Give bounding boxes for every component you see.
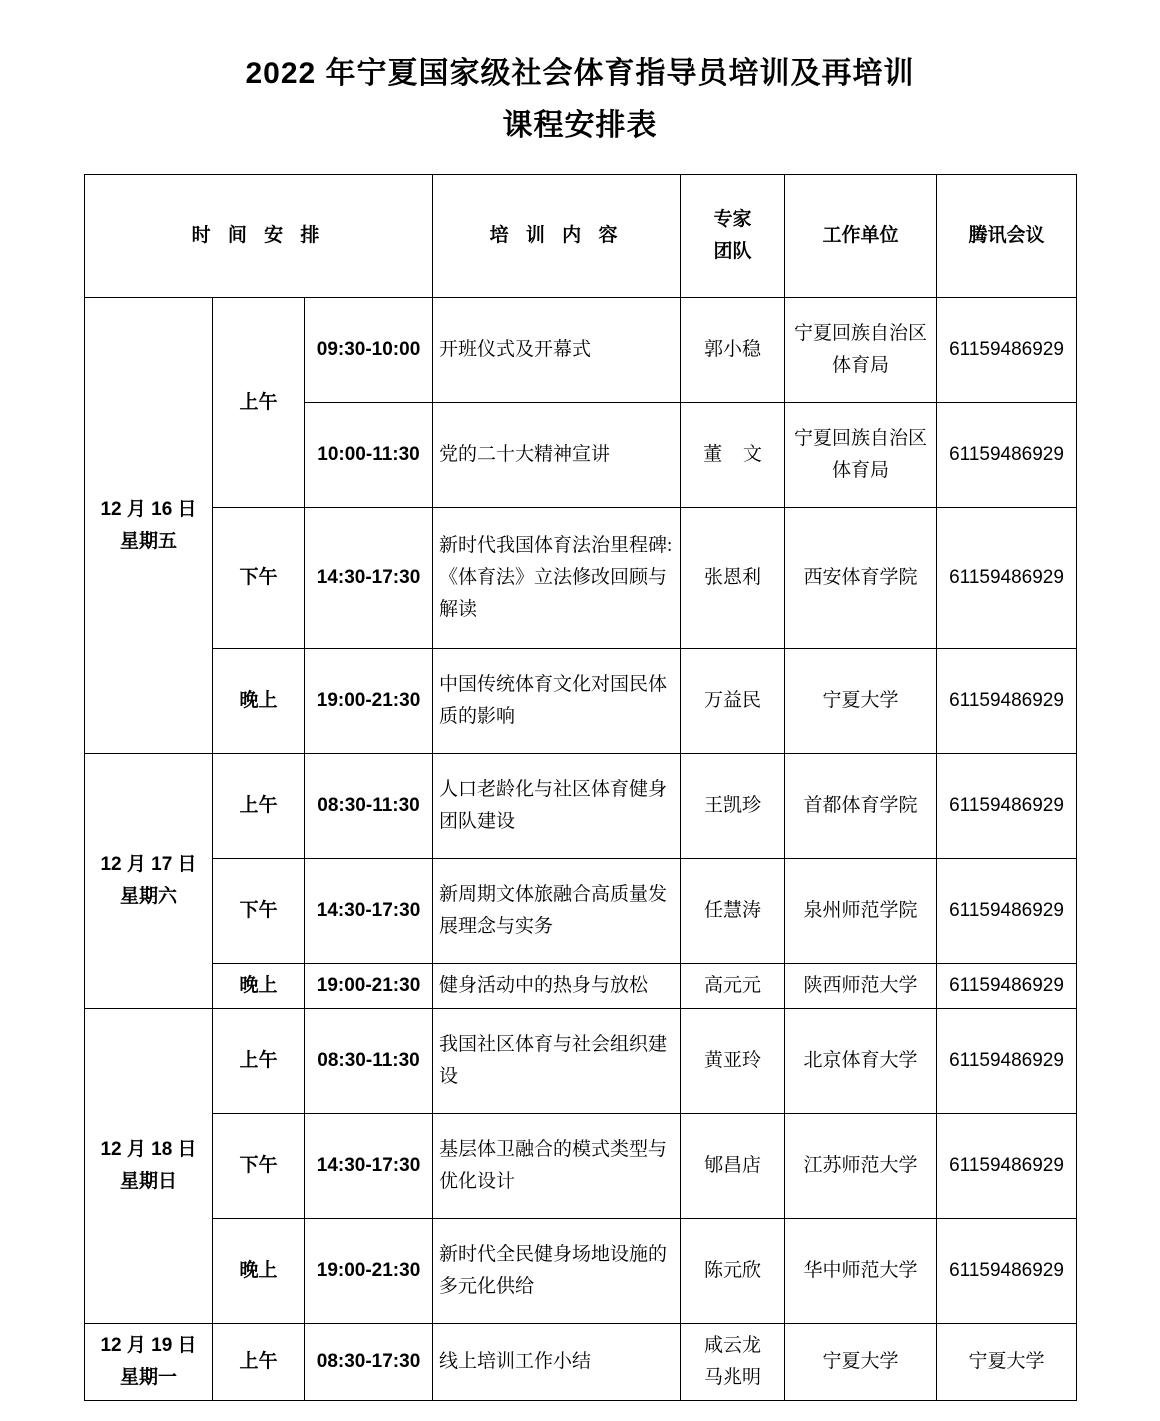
part-cell: 下午 bbox=[213, 1114, 305, 1219]
organization-cell: 陕西师范大学 bbox=[785, 964, 937, 1009]
meeting-id-cell: 61159486929 bbox=[937, 754, 1077, 859]
date-cell bbox=[85, 1324, 213, 1401]
part-cell: 上午 bbox=[213, 1324, 305, 1401]
time-cell: 09:30-10:00 bbox=[305, 298, 433, 403]
time-cell: 10:00-11:30 bbox=[305, 403, 433, 508]
meeting-id-cell: 宁夏大学 bbox=[937, 1324, 1077, 1401]
expert-line-2: 马兆明 bbox=[704, 1367, 762, 1388]
table-row bbox=[85, 1219, 1077, 1324]
meeting-id-cell: 61159486929 bbox=[937, 508, 1077, 649]
table-row bbox=[85, 1009, 1077, 1114]
time-cell: 19:00-21:30 bbox=[305, 1219, 433, 1324]
date-line-2: 星期日 bbox=[119, 1171, 177, 1192]
time-cell: 14:30-17:30 bbox=[305, 1114, 433, 1219]
organization-cell: 宁夏大学 bbox=[785, 1324, 937, 1401]
organization-cell: 北京体育大学 bbox=[785, 1009, 937, 1114]
content-cell: 中国传统体育文化对国民体质的影响 bbox=[433, 649, 681, 754]
page-title bbox=[84, 48, 1076, 152]
header-time: 时 间 安 排 bbox=[85, 175, 433, 298]
date-line-2: 星期六 bbox=[119, 886, 177, 907]
date-line-2: 星期一 bbox=[119, 1367, 177, 1388]
date-cell bbox=[85, 754, 213, 1009]
date-line-2: 星期五 bbox=[119, 530, 177, 552]
content-cell: 线上培训工作小结 bbox=[433, 1324, 681, 1401]
date-line-1: 12 月 19 日 bbox=[100, 1335, 197, 1356]
date-line-1: 12 月 17 日 bbox=[100, 854, 197, 875]
expert-cell: 王凯珍 bbox=[681, 754, 785, 859]
organization-cell: 西安体育学院 bbox=[785, 508, 937, 649]
table-row bbox=[85, 754, 1077, 859]
time-cell: 08:30-11:30 bbox=[305, 1009, 433, 1114]
header-row bbox=[85, 175, 1077, 298]
expert-cell: 万益民 bbox=[681, 649, 785, 754]
table-row bbox=[85, 508, 1077, 649]
header-expert-line-1: 专家 bbox=[713, 209, 752, 230]
table-body bbox=[85, 298, 1077, 1401]
part-cell: 下午 bbox=[213, 508, 305, 649]
time-cell: 19:00-21:30 bbox=[305, 964, 433, 1009]
content-cell: 人口老龄化与社区体育健身团队建设 bbox=[433, 754, 681, 859]
expert-cell: 陈元欣 bbox=[681, 1219, 785, 1324]
header-meeting: 腾讯会议 bbox=[937, 175, 1077, 298]
course-schedule-table bbox=[84, 174, 1077, 1401]
time-cell: 14:30-17:30 bbox=[305, 859, 433, 964]
header-expert-line-2: 团队 bbox=[713, 241, 752, 262]
organization-cell: 华中师范大学 bbox=[785, 1219, 937, 1324]
time-cell: 08:30-17:30 bbox=[305, 1324, 433, 1401]
meeting-id-cell: 61159486929 bbox=[937, 1219, 1077, 1324]
date-line-1: 12 月 18 日 bbox=[100, 1139, 197, 1160]
part-cell: 晚上 bbox=[213, 964, 305, 1009]
table-row bbox=[85, 649, 1077, 754]
table-header bbox=[85, 175, 1077, 298]
date-cell bbox=[85, 298, 213, 754]
part-cell: 晚上 bbox=[213, 1219, 305, 1324]
meeting-id-cell: 61159486929 bbox=[937, 964, 1077, 1009]
part-cell: 下午 bbox=[213, 859, 305, 964]
table-row bbox=[85, 1114, 1077, 1219]
content-cell: 开班仪式及开幕式 bbox=[433, 298, 681, 403]
expert-cell: 董 文 bbox=[681, 403, 785, 508]
time-cell: 14:30-17:30 bbox=[305, 508, 433, 649]
content-cell: 健身活动中的热身与放松 bbox=[433, 964, 681, 1009]
organization-cell: 宁夏回族自治区体育局 bbox=[785, 298, 937, 403]
content-cell: 新时代全民健身场地设施的多元化供给 bbox=[433, 1219, 681, 1324]
organization-cell: 宁夏大学 bbox=[785, 649, 937, 754]
header-organization: 工作单位 bbox=[785, 175, 937, 298]
expert-cell: 任慧涛 bbox=[681, 859, 785, 964]
organization-cell: 江苏师范大学 bbox=[785, 1114, 937, 1219]
expert-cell: 黄亚玲 bbox=[681, 1009, 785, 1114]
date-line-1: 12 月 16 日 bbox=[100, 498, 197, 520]
meeting-id-cell: 61159486929 bbox=[937, 859, 1077, 964]
meeting-id-cell: 61159486929 bbox=[937, 298, 1077, 403]
part-cell: 上午 bbox=[213, 754, 305, 859]
table-row bbox=[85, 298, 1077, 403]
time-cell: 19:00-21:30 bbox=[305, 649, 433, 754]
meeting-id-cell: 61159486929 bbox=[937, 649, 1077, 754]
header-content: 培 训 内 容 bbox=[433, 175, 681, 298]
content-cell: 基层体卫融合的模式类型与优化设计 bbox=[433, 1114, 681, 1219]
date-cell bbox=[85, 1009, 213, 1324]
table-row bbox=[85, 964, 1077, 1009]
table-row bbox=[85, 859, 1077, 964]
expert-cell: 郭小稳 bbox=[681, 298, 785, 403]
expert-cell bbox=[681, 1324, 785, 1401]
content-cell: 新周期文体旅融合高质量发展理念与实务 bbox=[433, 859, 681, 964]
meeting-id-cell: 61159486929 bbox=[937, 1114, 1077, 1219]
meeting-id-cell: 61159486929 bbox=[937, 403, 1077, 508]
expert-cell: 高元元 bbox=[681, 964, 785, 1009]
content-cell: 新时代我国体育法治里程碑:《体育法》立法修改回顾与解读 bbox=[433, 508, 681, 649]
title-line-2: 课程安排表 bbox=[502, 109, 658, 142]
expert-cell: 张恩利 bbox=[681, 508, 785, 649]
content-cell: 党的二十大精神宣讲 bbox=[433, 403, 681, 508]
content-cell: 我国社区体育与社会组织建设 bbox=[433, 1009, 681, 1114]
part-cell: 上午 bbox=[213, 298, 305, 508]
header-expert bbox=[681, 175, 785, 298]
organization-cell: 宁夏回族自治区体育局 bbox=[785, 403, 937, 508]
organization-cell: 泉州师范学院 bbox=[785, 859, 937, 964]
part-cell: 上午 bbox=[213, 1009, 305, 1114]
expert-cell: 郇昌店 bbox=[681, 1114, 785, 1219]
title-line-1: 2022 年宁夏国家级社会体育指导员培训及再培训 bbox=[245, 57, 915, 90]
time-cell: 08:30-11:30 bbox=[305, 754, 433, 859]
organization-cell: 首都体育学院 bbox=[785, 754, 937, 859]
table-row bbox=[85, 1324, 1077, 1401]
part-cell: 晚上 bbox=[213, 649, 305, 754]
meeting-id-cell: 61159486929 bbox=[937, 1009, 1077, 1114]
expert-line-1: 咸云龙 bbox=[704, 1335, 762, 1356]
